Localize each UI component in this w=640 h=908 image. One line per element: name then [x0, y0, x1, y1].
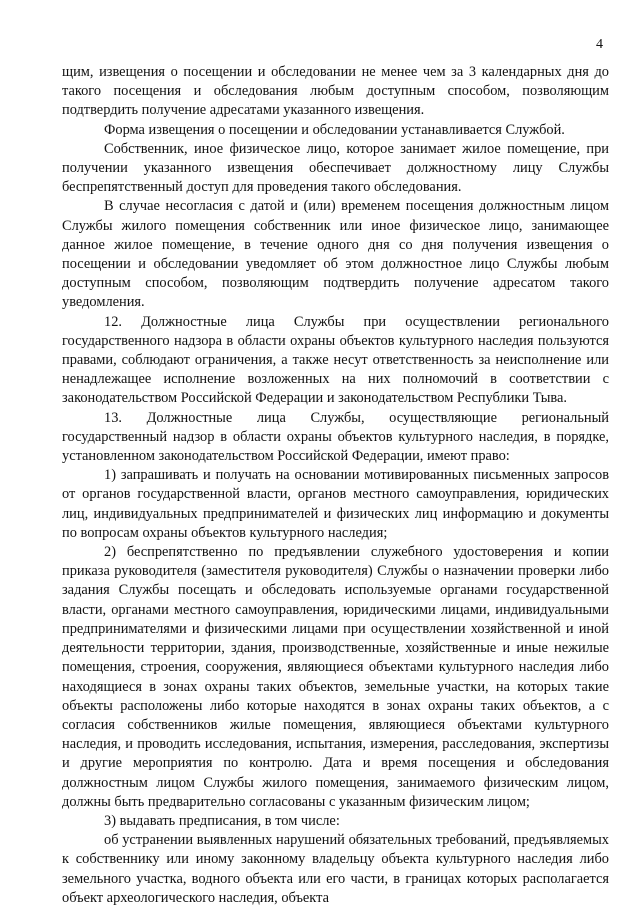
paragraph-subitem-3: 3) выдавать предписания, в том числе: [104, 812, 340, 829]
paragraph-subitem-2: 2) беспрепятственно по предъявлении служебного удостоверения и копии приказа руководителя (заместителя руководителя) Службы о назначении проверки либо задания Службы посещать и обследовать используемые органами государственной власти, органами местного самоуправления, юридическими лицами, индивидуальными предпринимателями и физическими лицами при осуществлении хозяйственной и иной деятельности территории, здания, производственные, хозяйственные и иные нежилые помещения, строения, сооружения, являющиеся объектами культурного наследия либо находящиеся в зонах охраны таких объектов, земельные участки, на которых такие объекты расположены либо которые находятся в зонах охраны таких объектов, а с согласия собственников жилые помещения, являющиеся объектами культурного наследия, и проводить исследования, испытания, измерения, расследования, экспертизы и другие мероприятия по контролю. Дата и время посещения и обследования должностным лицом Службы жилого помещения, занимаемого физическим лицом, должны быть предварительно согласованы с указанным физическим лицом; [62, 544, 609, 810]
paragraph-continuation: щим, извещения о посещении и обследовании не менее чем за 3 календарных дня до такого посещения и обследования любым доступным способом, позволяющим подтвердить получение адресатами указанного извещения. [62, 64, 609, 119]
paragraph-notice-form: Форма извещения о посещении и обследовании устанавливается Службой. [104, 121, 565, 138]
paragraph-subitem-1: 1) запрашивать и получать на основании мотивированных письменных запросов от органов государственной власти, органов местного самоуправления, юридических лиц, индивидуальных предпринимателей и физических лиц информацию и документы по вопросам охраны объектов культурного наследия; [62, 467, 609, 541]
paragraph-disagreement: В случае несогласия с датой и (или) временем посещения должностным лицом Службы жилого помещения собственник или иное физическое лицо, занимающее данное жилое помещение, в течение одного дня со дня получения извещения о посещении и обследовании уведомляет об этом должностное лицо Службы любым доступным способом, позволяющим подтвердить получение адресатом такого уведомления. [62, 198, 609, 311]
page-number: 4 [596, 37, 603, 52]
paragraph-item-12: 12. Должностные лица Службы при осуществлении регионального государственного надзора в области охраны объектов культурного наследия пользуются правами, соблюдают ограничения, а также несут ответственность за неисполнение или ненадлежащее исполнение возложенных на них полномочий в соответствии с законодательством Российской Федерации и законодательством Республики Тыва. [62, 313, 609, 407]
paragraph-owner-access: Собственник, иное физическое лицо, которое занимает жилое помещение, при получении указанного извещения обеспечивает должностному лицу Службы беспрепятственный доступ для проведения такого обследования. [62, 140, 609, 196]
document-body [62, 63, 609, 908]
paragraph-subitem-3-violations: об устранении выявленных нарушений обязательных требований, предъявляемых к собственнику или иному законному владельцу объекта культурного наследия либо земельного участка, водного объекта или его части, в границах которых располагается объект археологического наследия, объекта [62, 832, 609, 906]
paragraph-item-13: 13. Должностные лица Службы, осуществляющие региональный государственный надзор в области охраны объектов культурного наследия, в порядке, установленном законодательством Российской Федерации, имеют право: [62, 409, 609, 465]
